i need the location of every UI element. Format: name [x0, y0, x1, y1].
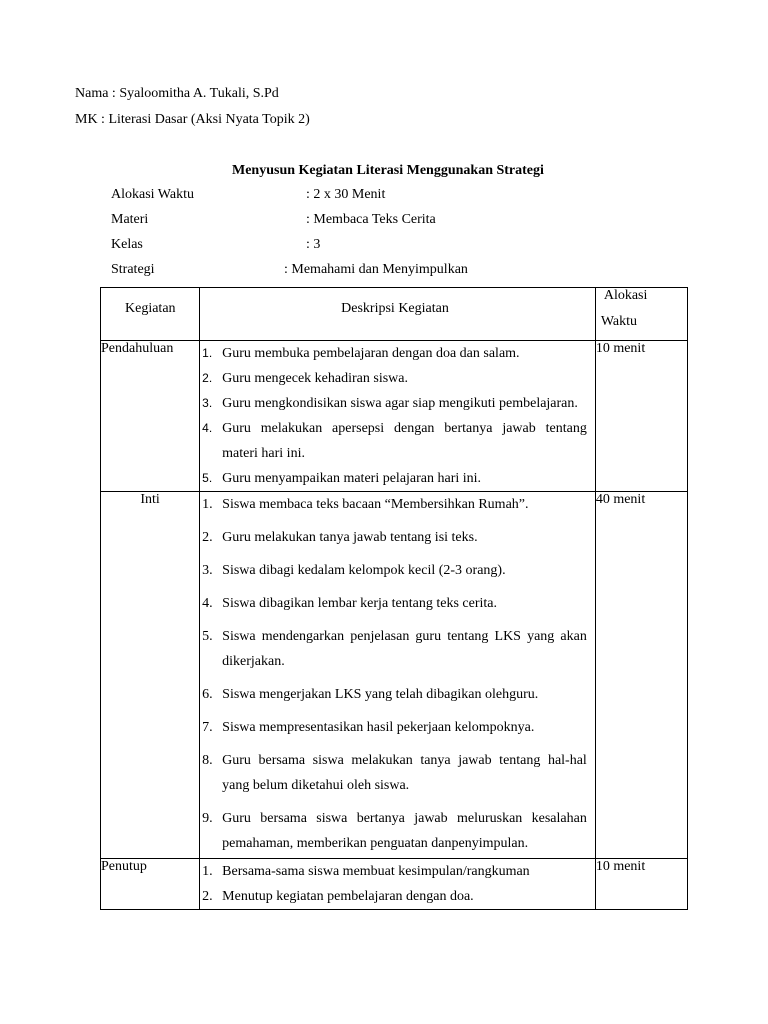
list-item: 1. Bersama-sama siswa membuat kesimpulan/rangkuman	[202, 864, 530, 879]
meta-materi	[0, 212, 768, 232]
list-item: 9. Guru bersama siswa bertanya jawab meluruskan kesalahan pemahaman, memberikan penguatan danpenyimpulan.	[202, 811, 587, 851]
activity-table	[100, 287, 688, 910]
table-row-inti	[101, 492, 688, 859]
list-item: 5. Guru menyampaikan materi pelajaran hari ini.	[202, 471, 482, 486]
step-list	[200, 492, 595, 856]
row-alokasi: 10 menit	[595, 341, 687, 492]
meta-value: : Membaca Teks Cerita	[306, 212, 436, 227]
meta-strategi	[0, 262, 768, 282]
meta-value: : 3	[306, 237, 321, 252]
table-row-penutup	[101, 859, 688, 910]
row-deskripsi	[200, 859, 596, 910]
list-item: 4. Siswa dibagikan lembar kerja tentang teks cerita.	[202, 596, 498, 611]
header-alokasi-label-1: Alokasi	[603, 288, 648, 303]
author-name: Nama : Syaloomitha A. Tukali, S.Pd	[75, 86, 279, 101]
meta-label: Materi	[111, 212, 149, 227]
table-header-row	[101, 288, 688, 341]
list-item: 7. Siswa mempresentasikan hasil pekerjaan kelompoknya.	[202, 720, 535, 735]
list-item: 1. Guru membuka pembelajaran dengan doa dan salam.	[202, 346, 520, 361]
meta-label: Strategi	[111, 262, 155, 277]
row-kegiatan: Inti	[101, 492, 200, 859]
course-name: MK : Literasi Dasar (Aksi Nyata Topik 2)	[75, 112, 310, 127]
list-item: 6. Siswa mengerjakan LKS yang telah dibagikan olehguru.	[202, 687, 539, 702]
header-deskripsi-label: Deskripsi Kegiatan	[341, 301, 449, 316]
row-kegiatan: Penutup	[101, 859, 200, 910]
meta-kelas	[0, 237, 768, 257]
meta-label: Alokasi Waktu	[111, 187, 194, 202]
header-deskripsi	[200, 288, 596, 341]
document-title: Menyusun Kegiatan Literasi Menggunakan Strategi	[232, 163, 544, 178]
row-kegiatan: Pendahuluan	[101, 341, 200, 492]
list-item: 5. Siswa mendengarkan penjelasan guru tentang LKS yang akan dikerjakan.	[202, 629, 587, 669]
header-alokasi-label-2: Waktu	[600, 314, 638, 329]
meta-value: : 2 x 30 Menit	[306, 187, 386, 202]
list-item: 2. Menutup kegiatan pembelajaran dengan doa.	[202, 889, 474, 904]
meta-value: : Memahami dan Menyimpulkan	[284, 262, 468, 277]
step-list	[200, 859, 595, 909]
header-kegiatan-label: Kegiatan	[125, 301, 176, 316]
header-kegiatan	[101, 288, 200, 341]
meta-alokasi	[0, 187, 768, 207]
row-alokasi: 40 menit	[595, 492, 687, 859]
list-item: 1. Siswa membaca teks bacaan “Membersihkan Rumah”.	[202, 497, 529, 512]
list-item: 8. Guru bersama siswa melakukan tanya jawab tentang hal-hal yang belum diketahui oleh siswa.	[202, 753, 587, 793]
row-alokasi: 10 menit	[595, 859, 687, 910]
list-item: 2. Guru melakukan tanya jawab tentang isi teks.	[202, 530, 478, 545]
row-deskripsi	[200, 492, 596, 859]
step-list	[200, 341, 595, 491]
header-alokasi	[595, 288, 687, 341]
list-item: 4. Guru melakukan apersepsi dengan bertanya jawab tentang materi hari ini.	[202, 421, 587, 461]
list-item: 3. Siswa dibagi kedalam kelompok kecil (2-3 orang).	[202, 563, 506, 578]
row-deskripsi	[200, 341, 596, 492]
list-item: 3. Guru mengkondisikan siswa agar siap mengikuti pembelajaran.	[202, 396, 578, 411]
list-item: 2. Guru mengecek kehadiran siswa.	[202, 371, 408, 386]
table-row-pendahuluan	[101, 341, 688, 492]
meta-label: Kelas	[111, 237, 143, 252]
